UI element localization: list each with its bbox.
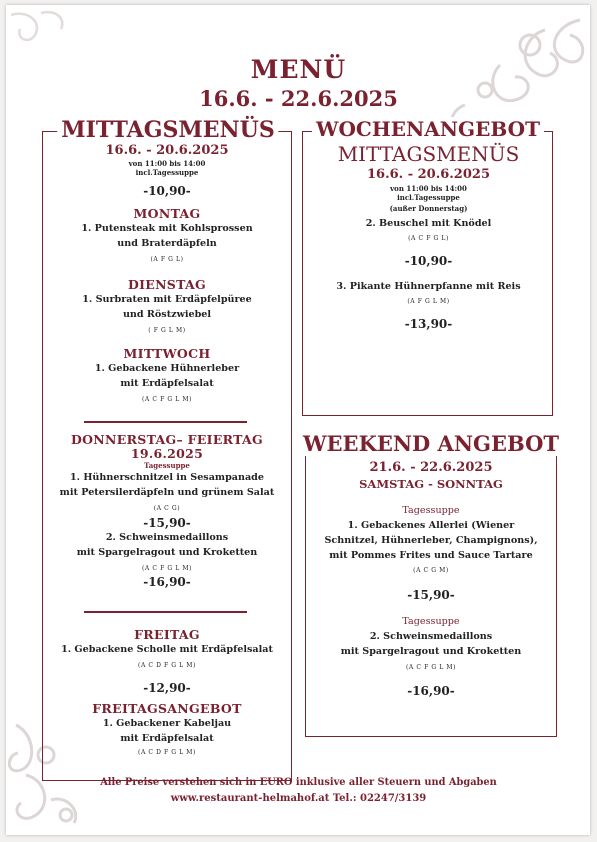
lunch-price: -10,90- bbox=[143, 184, 191, 198]
weekly-item1: 2. Beuschel mit Knödel bbox=[365, 218, 492, 229]
menu-dates: 16.6. - 22.6.2025 bbox=[199, 86, 398, 111]
flourish-ornament-top-left-icon bbox=[6, 5, 86, 50]
monday-dish-line1: 1. Putensteak mit Kohlsprossen bbox=[81, 223, 253, 234]
wednesday-dish-line1: 1. Gebackene Hühnerleber bbox=[94, 363, 240, 374]
thursday-dish1-line2: mit Petersilerdäpfeln und grünem Salat bbox=[59, 487, 275, 498]
thursday-allergens1: (A C G) bbox=[153, 505, 181, 512]
weekly-offer-title: WOCHENANGEBOT bbox=[312, 117, 544, 141]
weekly-hours: von 11:00 bis 14:00 bbox=[390, 184, 467, 193]
friday-offer-dish-line2: mit Erdäpfelsalat bbox=[120, 733, 214, 744]
tuesday-dish-line2: und Röstzwiebel bbox=[122, 309, 212, 320]
weekly-price2: -13,90- bbox=[404, 317, 453, 331]
weekend-dates: 21.6. - 22.6.2025 bbox=[369, 460, 493, 475]
weekend-offer-title: WEEKEND ANGEBOT bbox=[299, 431, 563, 456]
divider-line bbox=[84, 611, 247, 613]
divider-line bbox=[84, 421, 247, 423]
tuesday-allergens: ( F G L M) bbox=[148, 327, 186, 334]
day-friday: FREITAG bbox=[134, 627, 200, 642]
weekend-allergens1: (A C G M) bbox=[413, 567, 449, 574]
friday-offer-dish-line1: 1. Gebackener Kabeljau bbox=[102, 718, 232, 729]
lunch-menu-content bbox=[44, 143, 290, 403]
weekend-soup1: Tagessuppe bbox=[402, 505, 460, 516]
weekly-incl-soup: incl.Tagessuppe bbox=[397, 193, 460, 202]
weekend-price2: -16,90- bbox=[407, 684, 455, 698]
thursday-allergens2: (A C F G L M) bbox=[141, 565, 193, 572]
weekend-offer-content bbox=[306, 459, 556, 698]
lunch-hours: von 11:00 bis 14:00 bbox=[128, 159, 206, 168]
footer-note: Alle Preise verstehen sich in EURO inklusive aller Steuern und Abgaben bbox=[100, 777, 497, 788]
lunch-incl-soup: incl.Tagessuppe bbox=[135, 168, 199, 177]
weekly-item2: 3. Pikante Hühnerpfanne mit Reis bbox=[336, 281, 521, 292]
friday-offer-title: FREITAGSANGEBOT bbox=[92, 701, 242, 716]
thursday-price1: -15,90- bbox=[143, 516, 191, 530]
thursday-soup: Tagessuppe bbox=[144, 461, 190, 470]
weekly-except-note: (außer Donnerstag) bbox=[389, 204, 468, 213]
weekend-dish1-line2: Schnitzel, Hühnerleber, Champignons), bbox=[324, 535, 538, 546]
weekly-price1: -10,90- bbox=[404, 254, 453, 268]
lunch-menu-title: MITTAGSMENÜS bbox=[57, 117, 278, 143]
weekly-subtitle: MITTAGSMENÜS bbox=[337, 142, 520, 166]
thursday-price2: -16,90- bbox=[143, 575, 191, 589]
thursday-section bbox=[44, 432, 290, 589]
friday-section bbox=[44, 627, 290, 756]
weekly-allergens2: (A F G L M) bbox=[407, 298, 450, 305]
monday-allergens: (A F G L) bbox=[150, 256, 184, 263]
day-monday: MONTAG bbox=[133, 206, 201, 221]
weekend-dish2-line1: 2. Schweinsmedaillons bbox=[369, 631, 493, 642]
footer-contact: www.restaurant-helmahof.at Tel.: 02247/3139 bbox=[170, 793, 427, 804]
weekend-soup2: Tagessuppe bbox=[402, 616, 460, 627]
friday-offer-allergens: (A C D F G L M) bbox=[138, 749, 196, 756]
thursday-dish2-line2: mit Spargelragout und Kroketten bbox=[76, 547, 258, 558]
lunch-dates: 16.6. - 20.6.2025 bbox=[105, 143, 229, 158]
tuesday-dish-line1: 1. Surbraten mit Erdäpfelpüree bbox=[82, 294, 252, 305]
weekly-dates: 16.6. - 20.6.2025 bbox=[366, 167, 490, 182]
day-wednesday: MITTWOCH bbox=[123, 346, 211, 361]
friday-price: -12,90- bbox=[143, 681, 191, 695]
weekend-dish1-line1: 1. Gebackenes Allerlei (Wiener bbox=[347, 520, 515, 531]
weekend-dish2-line2: mit Spargelragout und Kroketten bbox=[340, 646, 522, 657]
thursday-date: 19.6.2025 bbox=[130, 446, 204, 461]
weekend-allergens2: (A C F G L M) bbox=[405, 664, 457, 671]
friday-dish: 1. Gebackene Scholle mit Erdäpfelsalat bbox=[61, 644, 273, 655]
day-thursday: DONNERSTAG– FEIERTAG bbox=[70, 432, 264, 447]
friday-allergens: (A C D F G L M) bbox=[138, 662, 196, 669]
weekend-price1: -15,90- bbox=[407, 588, 455, 602]
menu-title: MENÜ bbox=[250, 55, 347, 84]
monday-dish-line2: und Braterdäpfeln bbox=[117, 238, 217, 249]
wednesday-allergens: (A C F G L M) bbox=[141, 396, 193, 403]
thursday-dish1-line1: 1. Hühnerschnitzel in Sesampanade bbox=[70, 472, 264, 483]
weekend-dish1-line3: mit Pommes Frites und Sauce Tartare bbox=[329, 550, 533, 561]
thursday-dish2-line1: 2. Schweinsmedaillons bbox=[105, 532, 229, 543]
day-tuesday: DIENSTAG bbox=[127, 277, 207, 292]
weekly-allergens1: (A C F G L) bbox=[408, 235, 449, 242]
weekend-days: SAMSTAG - SONNTAG bbox=[359, 477, 503, 491]
wednesday-dish-line2: mit Erdäpfelsalat bbox=[120, 378, 214, 389]
weekly-offer-content bbox=[304, 143, 553, 331]
